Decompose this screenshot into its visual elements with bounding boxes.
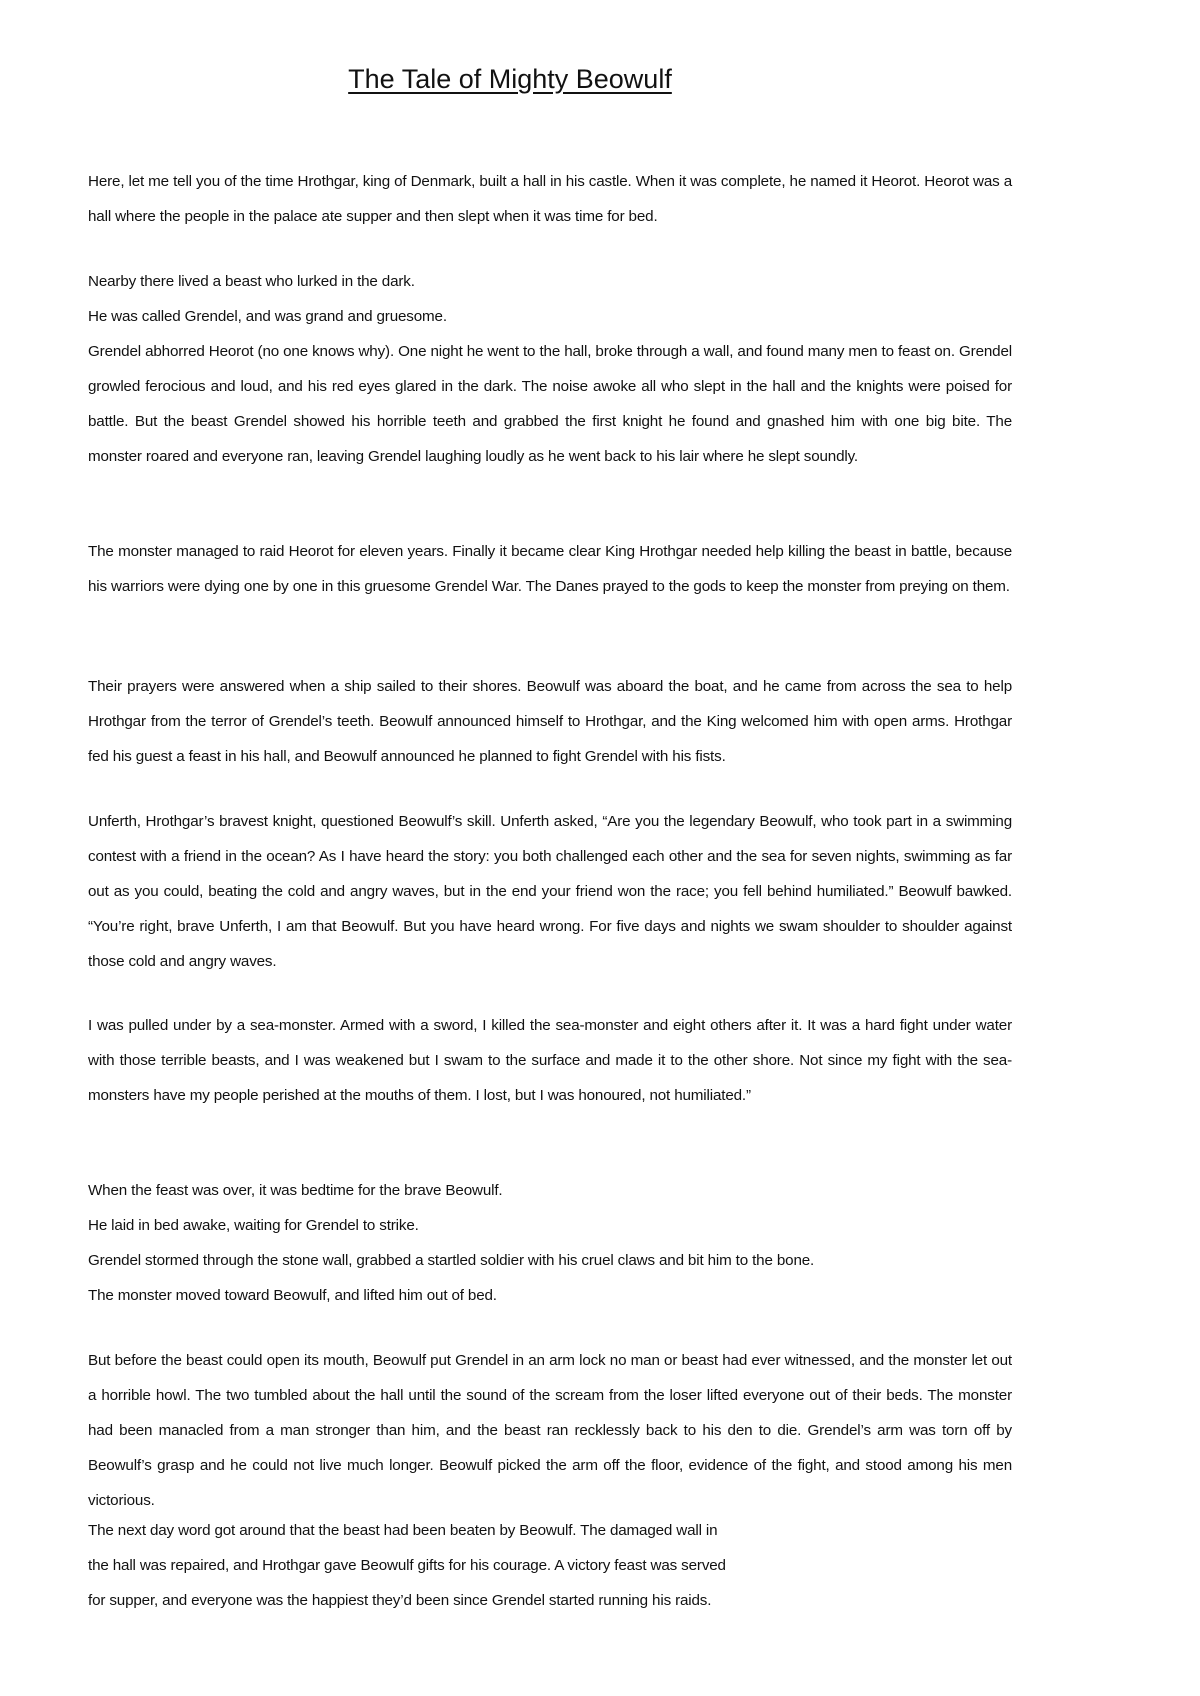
paragraph-unferth-question: Unferth, Hrothgar’s bravest knight, questioned Beowulf’s skill. Unferth asked, “Are you the legendary Beowulf, who took part in a swimming contest with a friend in the ocean? As I have heard the story: you both challenged each other and the sea for seven nights, swimming as far out as you could, beating the cold and angry waves, but in the end your friend won the race; you fell behind humiliated.” Beowulf bawked. “You’re right, brave Unferth, I am that Beowulf. But you have heard wrong. For five days and nights we swam shoulder to shoulder against those cold and angry waves. [88,813,1012,970]
paragraph-hall-heorot: Here, let me tell you of the time Hrothgar, king of Denmark, built a hall in his castle. When it was complete, he named it Heorot. Heorot was a hall where the people in the palace ate supper and then slept when it was time for bed. [88,173,1012,225]
text-line: The next day word got around that the beast had been beaten by Beowulf. The damaged wall in [88,1522,718,1539]
paragraph-beowulf-arrives: Their prayers were answered when a ship sailed to their shores. Beowulf was aboard the boat, and he came from across the sea to help Hrothgar from the terror of Grendel’s teeth. Beowulf announced himself to Hrothgar, and the King welcomed him with open arms. Hrothgar fed his guest a feast in his hall, and Beowulf announced he planned to fight Grendel with his fists. [88,678,1012,765]
victory-lines [88,1513,1012,1618]
document-title: The Tale of Mighty Beowulf [348,64,672,94]
paragraph-arm-lock: But before the beast could open its mouth, Beowulf put Grendel in an arm lock no man or beast had ever witnessed, and the monster let out a horrible howl. The two tumbled about the hall until the sound of the scream from the loser lifted everyone out of their beds. The monster had been manacled from a man stronger than him, and the beast ran recklessly back to his den to die. Grendel’s arm was torn off by Beowulf’s grasp and he could not live much longer. Beowulf picked the arm off the floor, evidence of the fight, and stood among his men victorious. [88,1352,1012,1509]
bedtime-lines [88,1173,1012,1313]
paragraph-eleven-years: The monster managed to raid Heorot for eleven years. Finally it became clear King Hrothgar needed help killing the beast in battle, because his warriors were dying one by one in this gruesome Grendel War. The Danes prayed to the gods to keep the monster from preying on them. [88,543,1012,595]
text-line: the hall was repaired, and Hrothgar gave Beowulf gifts for his courage. A victory feast was served [88,1557,726,1574]
text-line: for supper, and everyone was the happiest they’d been since Grendel started running his raids. [88,1592,712,1609]
text-line: He was called Grendel, and was grand and gruesome. [88,308,447,325]
text-line: Nearby there lived a beast who lurked in the dark. [88,273,415,290]
text-line: Grendel stormed through the stone wall, grabbed a startled soldier with his cruel claws and bit him to the bone. [88,1252,815,1269]
paragraph-sea-monster: I was pulled under by a sea-monster. Armed with a sword, I killed the sea-monster and eight others after it. It was a hard fight under water with those terrible beasts, and I was weakened but I swam to the surface and made it to the other shore. Not since my fight with the sea-monsters have my people perished at the mouths of them. I lost, but I was honoured, not humiliated.” [88,1017,1012,1104]
text-line: The monster moved toward Beowulf, and lifted him out of bed. [88,1287,497,1304]
paragraph-grendel-attack: Grendel abhorred Heorot (no one knows why). One night he went to the hall, broke through a wall, and found many men to feast on. Grendel growled ferocious and loud, and his red eyes glared in the dark. The noise awoke all who slept in the hall and the knights were poised for battle. But the beast Grendel showed his horrible teeth and grabbed the first knight he found and gnashed him with one big bite. The monster roared and everyone ran, leaving Grendel laughing loudly as he went back to his lair where he slept soundly. [88,343,1012,465]
text-line: He laid in bed awake, waiting for Grendel to strike. [88,1217,419,1234]
grendel-intro-lines [88,264,1012,334]
text-line: When the feast was over, it was bedtime for the brave Beowulf. [88,1182,503,1199]
